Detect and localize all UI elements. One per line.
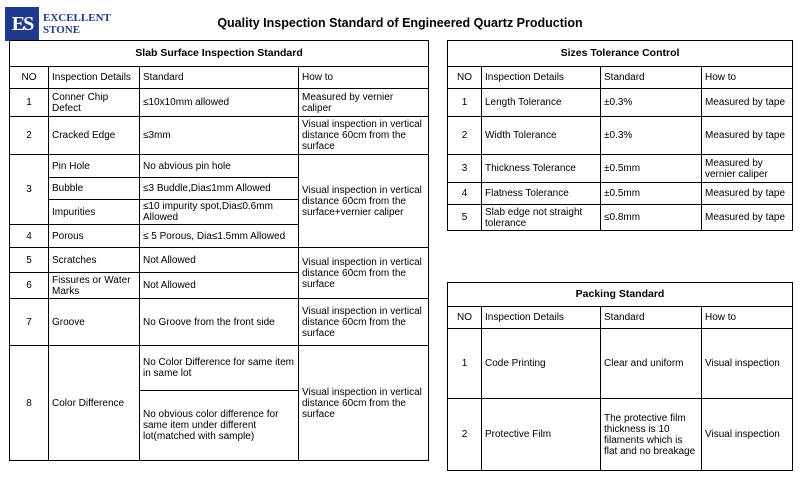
cell-standard: No obvious color difference for same item under different lot(matched with sample): [140, 391, 299, 461]
cell-no: 1: [10, 89, 49, 117]
cell-howto: Visual inspection in vertical distance 60cm from the surface: [299, 299, 429, 346]
cell-details: Pin Hole: [49, 155, 140, 178]
cell-standard: ±0.3%: [601, 89, 702, 117]
table-row: [448, 399, 793, 471]
cell-details: Thickness Tolerance: [482, 155, 601, 183]
table-header-row: [448, 307, 793, 329]
cell-standard: ≤10x10mm allowed: [140, 89, 299, 117]
cell-standard: ±0.5mm: [601, 155, 702, 183]
col-no: NO: [448, 307, 482, 329]
cell-standard: Not Allowed: [140, 273, 299, 299]
cell-no: 8: [10, 346, 49, 461]
sizes-table-title: Sizes Tolerance Control: [448, 41, 793, 67]
cell-standard: ≤0.8mm: [601, 205, 702, 231]
cell-no: 3: [10, 155, 49, 225]
cell-howto: Measured by vernier caliper: [299, 89, 429, 117]
cell-no: 1: [448, 329, 482, 399]
cell-howto: Measured by tape: [702, 205, 793, 231]
cell-howto: Visual inspection in vertical distance 60cm from the surface: [299, 117, 429, 155]
cell-howto: Visual inspection in vertical distance 60cm from the surface+vernier caliper: [299, 155, 429, 248]
cell-howto: Visual inspection: [702, 329, 793, 399]
table-row: [448, 329, 793, 399]
cell-standard: ≤3mm: [140, 117, 299, 155]
logo-line1: EXCELLENT: [43, 12, 111, 24]
cell-details: Flatness Tolerance: [482, 183, 601, 205]
col-howto: How to: [702, 307, 793, 329]
col-details: Inspection Details: [482, 307, 601, 329]
cell-details: Length Tolerance: [482, 89, 601, 117]
cell-details: Groove: [49, 299, 140, 346]
cell-details: Color Difference: [49, 346, 140, 461]
col-howto: How to: [702, 67, 793, 89]
packing-table-title: Packing Standard: [448, 283, 793, 307]
cell-details: Slab edge not straight tolerance: [482, 205, 601, 231]
document-title: Quality Inspection Standard of Engineered Quartz Production: [217, 16, 583, 30]
slab-table-title: Slab Surface Inspection Standard: [10, 41, 429, 67]
cell-no: 5: [10, 248, 49, 273]
cell-no: 4: [448, 183, 482, 205]
cell-details: Conner Chip Defect: [49, 89, 140, 117]
col-howto: How to: [299, 67, 429, 89]
cell-howto: Visual inspection in vertical distance 60cm from the surface: [299, 346, 429, 461]
cell-no: 4: [10, 225, 49, 248]
cell-howto: Measured by vernier caliper: [702, 155, 793, 183]
cell-no: 2: [10, 117, 49, 155]
cell-details: Scratches: [49, 248, 140, 273]
col-details: Inspection Details: [49, 67, 140, 89]
cell-no: 2: [448, 117, 482, 155]
cell-standard: No Color Difference for same item in same lot: [140, 346, 299, 391]
slab-surface-table: [9, 40, 429, 461]
col-standard: Standard: [601, 307, 702, 329]
table-row: [10, 248, 429, 273]
cell-standard: No abvious pin hole: [140, 155, 299, 178]
table-row: [10, 155, 429, 178]
packing-standard-table: [447, 282, 793, 471]
cell-standard: ±0.3%: [601, 117, 702, 155]
table-header-row: [10, 67, 429, 89]
sizes-tolerance-table: [447, 40, 793, 231]
table-row: [10, 299, 429, 346]
cell-details: Impurities: [49, 200, 140, 225]
col-no: NO: [10, 67, 49, 89]
table-row: [10, 346, 429, 391]
table-row: [448, 205, 793, 231]
cell-details: Fissures or Water Marks: [49, 273, 140, 299]
col-no: NO: [448, 67, 482, 89]
cell-howto: Visual inspection: [702, 399, 793, 471]
cell-standard: No Groove from the front side: [140, 299, 299, 346]
cell-standard: ≤ 5 Porous, Dia≤1.5mm Allowed: [140, 225, 299, 248]
col-standard: Standard: [601, 67, 702, 89]
col-standard: Standard: [140, 67, 299, 89]
table-row: [10, 117, 429, 155]
cell-details: Width Tolerance: [482, 117, 601, 155]
cell-standard: ±0.5mm: [601, 183, 702, 205]
cell-no: 2: [448, 399, 482, 471]
logo-line2: STONE: [43, 24, 81, 36]
cell-howto: Visual inspection in vertical distance 60cm from the surface: [299, 248, 429, 299]
table-row: [448, 117, 793, 155]
cell-no: 6: [10, 273, 49, 299]
cell-howto: Measured by tape: [702, 117, 793, 155]
cell-no: 7: [10, 299, 49, 346]
table-header-row: [448, 67, 793, 89]
cell-details: Protective Film: [482, 399, 601, 471]
cell-no: 5: [448, 205, 482, 231]
cell-standard: Not Allowed: [140, 248, 299, 273]
cell-standard: ≤3 Buddle,Dia≤1mm Allowed: [140, 178, 299, 200]
logo-mark: ES: [5, 7, 39, 41]
table-row: [448, 89, 793, 117]
cell-howto: Measured by tape: [702, 183, 793, 205]
cell-no: 3: [448, 155, 482, 183]
cell-no: 1: [448, 89, 482, 117]
col-details: Inspection Details: [482, 67, 601, 89]
table-row: [448, 155, 793, 183]
cell-standard: ≤10 impurity spot,Dia≤0.6mm Allowed: [140, 200, 299, 225]
cell-details: Porous: [49, 225, 140, 248]
table-row: [448, 183, 793, 205]
cell-standard: The protective film thickness is 10 filaments which is flat and no breakage: [601, 399, 702, 471]
cell-standard: Clear and uniform: [601, 329, 702, 399]
table-row: [10, 89, 429, 117]
cell-details: Code Printing: [482, 329, 601, 399]
cell-details: Bubble: [49, 178, 140, 200]
cell-details: Cracked Edge: [49, 117, 140, 155]
cell-howto: Measured by tape: [702, 89, 793, 117]
